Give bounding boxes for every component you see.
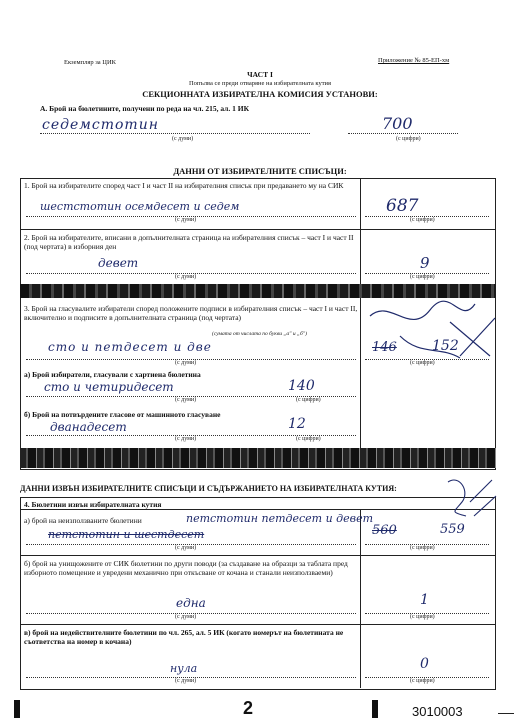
row4b-digits: 1: [420, 592, 429, 608]
row4b-caption-words: (с думи): [175, 614, 197, 620]
row4b-words: една: [176, 596, 206, 610]
row2-label: 2. Брой на избирателите, вписани в допълнителната страница на избирателния списък – част I и част II (под чертата) в изборния ден: [24, 233, 354, 251]
row3b-caption-digits: (с цифри): [296, 436, 321, 442]
row4c-caption-digits: (с цифри): [410, 678, 435, 684]
row1-words: шестстотин осемдесет и седем: [40, 200, 240, 213]
row4a-caption-words: (с думи): [175, 545, 197, 551]
row3-digits: 152: [432, 338, 459, 354]
row3-words: сто и петдесет и две: [48, 340, 212, 354]
row1-digits: 687: [386, 196, 419, 216]
row3a-caption-words: (с думи): [175, 397, 197, 403]
row4a-caption-digits: (с цифри): [410, 545, 435, 551]
page-number: 2: [243, 698, 254, 718]
row4a-digits-struck: 560: [372, 523, 397, 538]
voter-lists-heading: ДАННИ ОТ ИЗБИРАТЕЛНИТЕ СПИСЪЦИ:: [173, 166, 347, 176]
row4-title: 4. Бюлетини извън избирателната кутия: [24, 500, 162, 509]
row3a-caption-digits: (с цифри): [296, 397, 321, 403]
registration-mark-right: [372, 700, 378, 718]
row4c-words: нула: [170, 662, 198, 675]
footer-dash: [498, 713, 514, 714]
commission-title: СЕКЦИОННАТА ИЗБИРАТЕЛНА КОМИСИЯ УСТАНОВИ:: [142, 89, 378, 99]
section-a-caption-digits: (с цифри): [396, 136, 421, 142]
row3-digits-struck: 146: [372, 340, 397, 355]
row4a-words-line1: петстотин петдесет и девет: [186, 512, 374, 525]
row4a-label: а) брой на неизползваните бюлетини: [24, 516, 142, 525]
row3b-digits: 12: [288, 416, 306, 432]
row2-words: девет: [98, 256, 139, 270]
row3a-words: сто и четиридесет: [44, 380, 174, 394]
row1-divider: [20, 229, 496, 230]
row4a-divider: [20, 555, 496, 556]
outside-lists-heading: ДАННИ ИЗВЪН ИЗБИРАТЕЛНИТЕ СПИСЪЦИ И СЪДЪРЖАНИЕТО НА ИЗБИРАТЕЛНАТА КУТИЯ:: [20, 484, 397, 493]
row1-label: 1. Брой на избирателите според част I и част II на избирателния списък при предаването му на СИК: [24, 181, 344, 190]
row2-caption-digits: (с цифри): [410, 274, 435, 280]
section-a-caption-words: (с думи): [172, 136, 194, 142]
row2-caption-words: (с думи): [175, 274, 197, 280]
signature-scribble-2: [440, 472, 500, 532]
part-note: Попълва се преди отваряне на избирателната кутия: [188, 80, 332, 87]
row3b-words: дванадесет: [50, 420, 127, 434]
row1-caption-words: (с думи): [175, 217, 197, 223]
row4a-words-line2: петстотин и шестдесет: [48, 528, 205, 541]
row3-caption-words: (с думи): [175, 360, 197, 366]
section-a-words: седемстотин: [42, 117, 159, 133]
row4c-digits: 0: [420, 656, 429, 672]
row4a-digits: 559: [440, 522, 465, 537]
row3b-label: б) Брой на потвърдените гласове от машинното гласуване: [24, 410, 221, 419]
copy-label: Екземпляр за ЦИК: [64, 59, 116, 66]
row3-caption-digits: (с цифри): [410, 360, 435, 366]
signature-scribble-1: [300, 296, 500, 366]
row3b-caption-words: (с думи): [175, 436, 197, 442]
row4b-label: б) брой на унищожените от СИК бюлетини по други поводи (за създаване на образци за таблата пред изборното помещение и увредени механично при откъсване от кочана и станали неизползваеми): [24, 559, 348, 577]
row4c-label: в) брой на недействителните бюлетини по чл. 265, ал. 5 ИК (когато номерът на бюлетината не съответства на номер в кочана): [24, 628, 344, 646]
row3a-digits: 140: [288, 378, 315, 394]
section-a-label: А. Брой на бюлетините, получени по реда на чл. 215, ал. 1 ИК: [40, 104, 250, 113]
row4-title-divider: [20, 509, 496, 510]
scan-artifact-band-2: [20, 448, 496, 468]
row4b-caption-digits: (с цифри): [410, 614, 435, 620]
row3-note: (сумата от числата по букви „а" и „б"): [212, 331, 307, 337]
row3a-label: а) Брой избиратели, гласували с хартиена бюлетина: [24, 370, 201, 379]
section-a-digits: 700: [382, 114, 413, 133]
appendix-label: Приложение № 85-ЕП-хм: [378, 57, 450, 64]
form-code: 3010003: [412, 704, 463, 719]
row4c-caption-words: (с думи): [175, 678, 197, 684]
table2-column-divider: [360, 509, 361, 688]
row1-caption-digits: (с цифри): [410, 217, 435, 223]
row2-digits: 9: [420, 254, 430, 272]
row4b-divider: [20, 624, 496, 625]
row3-label: 3. Брой на гласувалите избиратели според положените подписи в избирателния списък – част I и част II, включително и подписите в допълнителната страница (под чертата): [24, 304, 358, 322]
part-title: ЧАСТ I: [247, 70, 273, 79]
registration-mark-left: [14, 700, 20, 718]
